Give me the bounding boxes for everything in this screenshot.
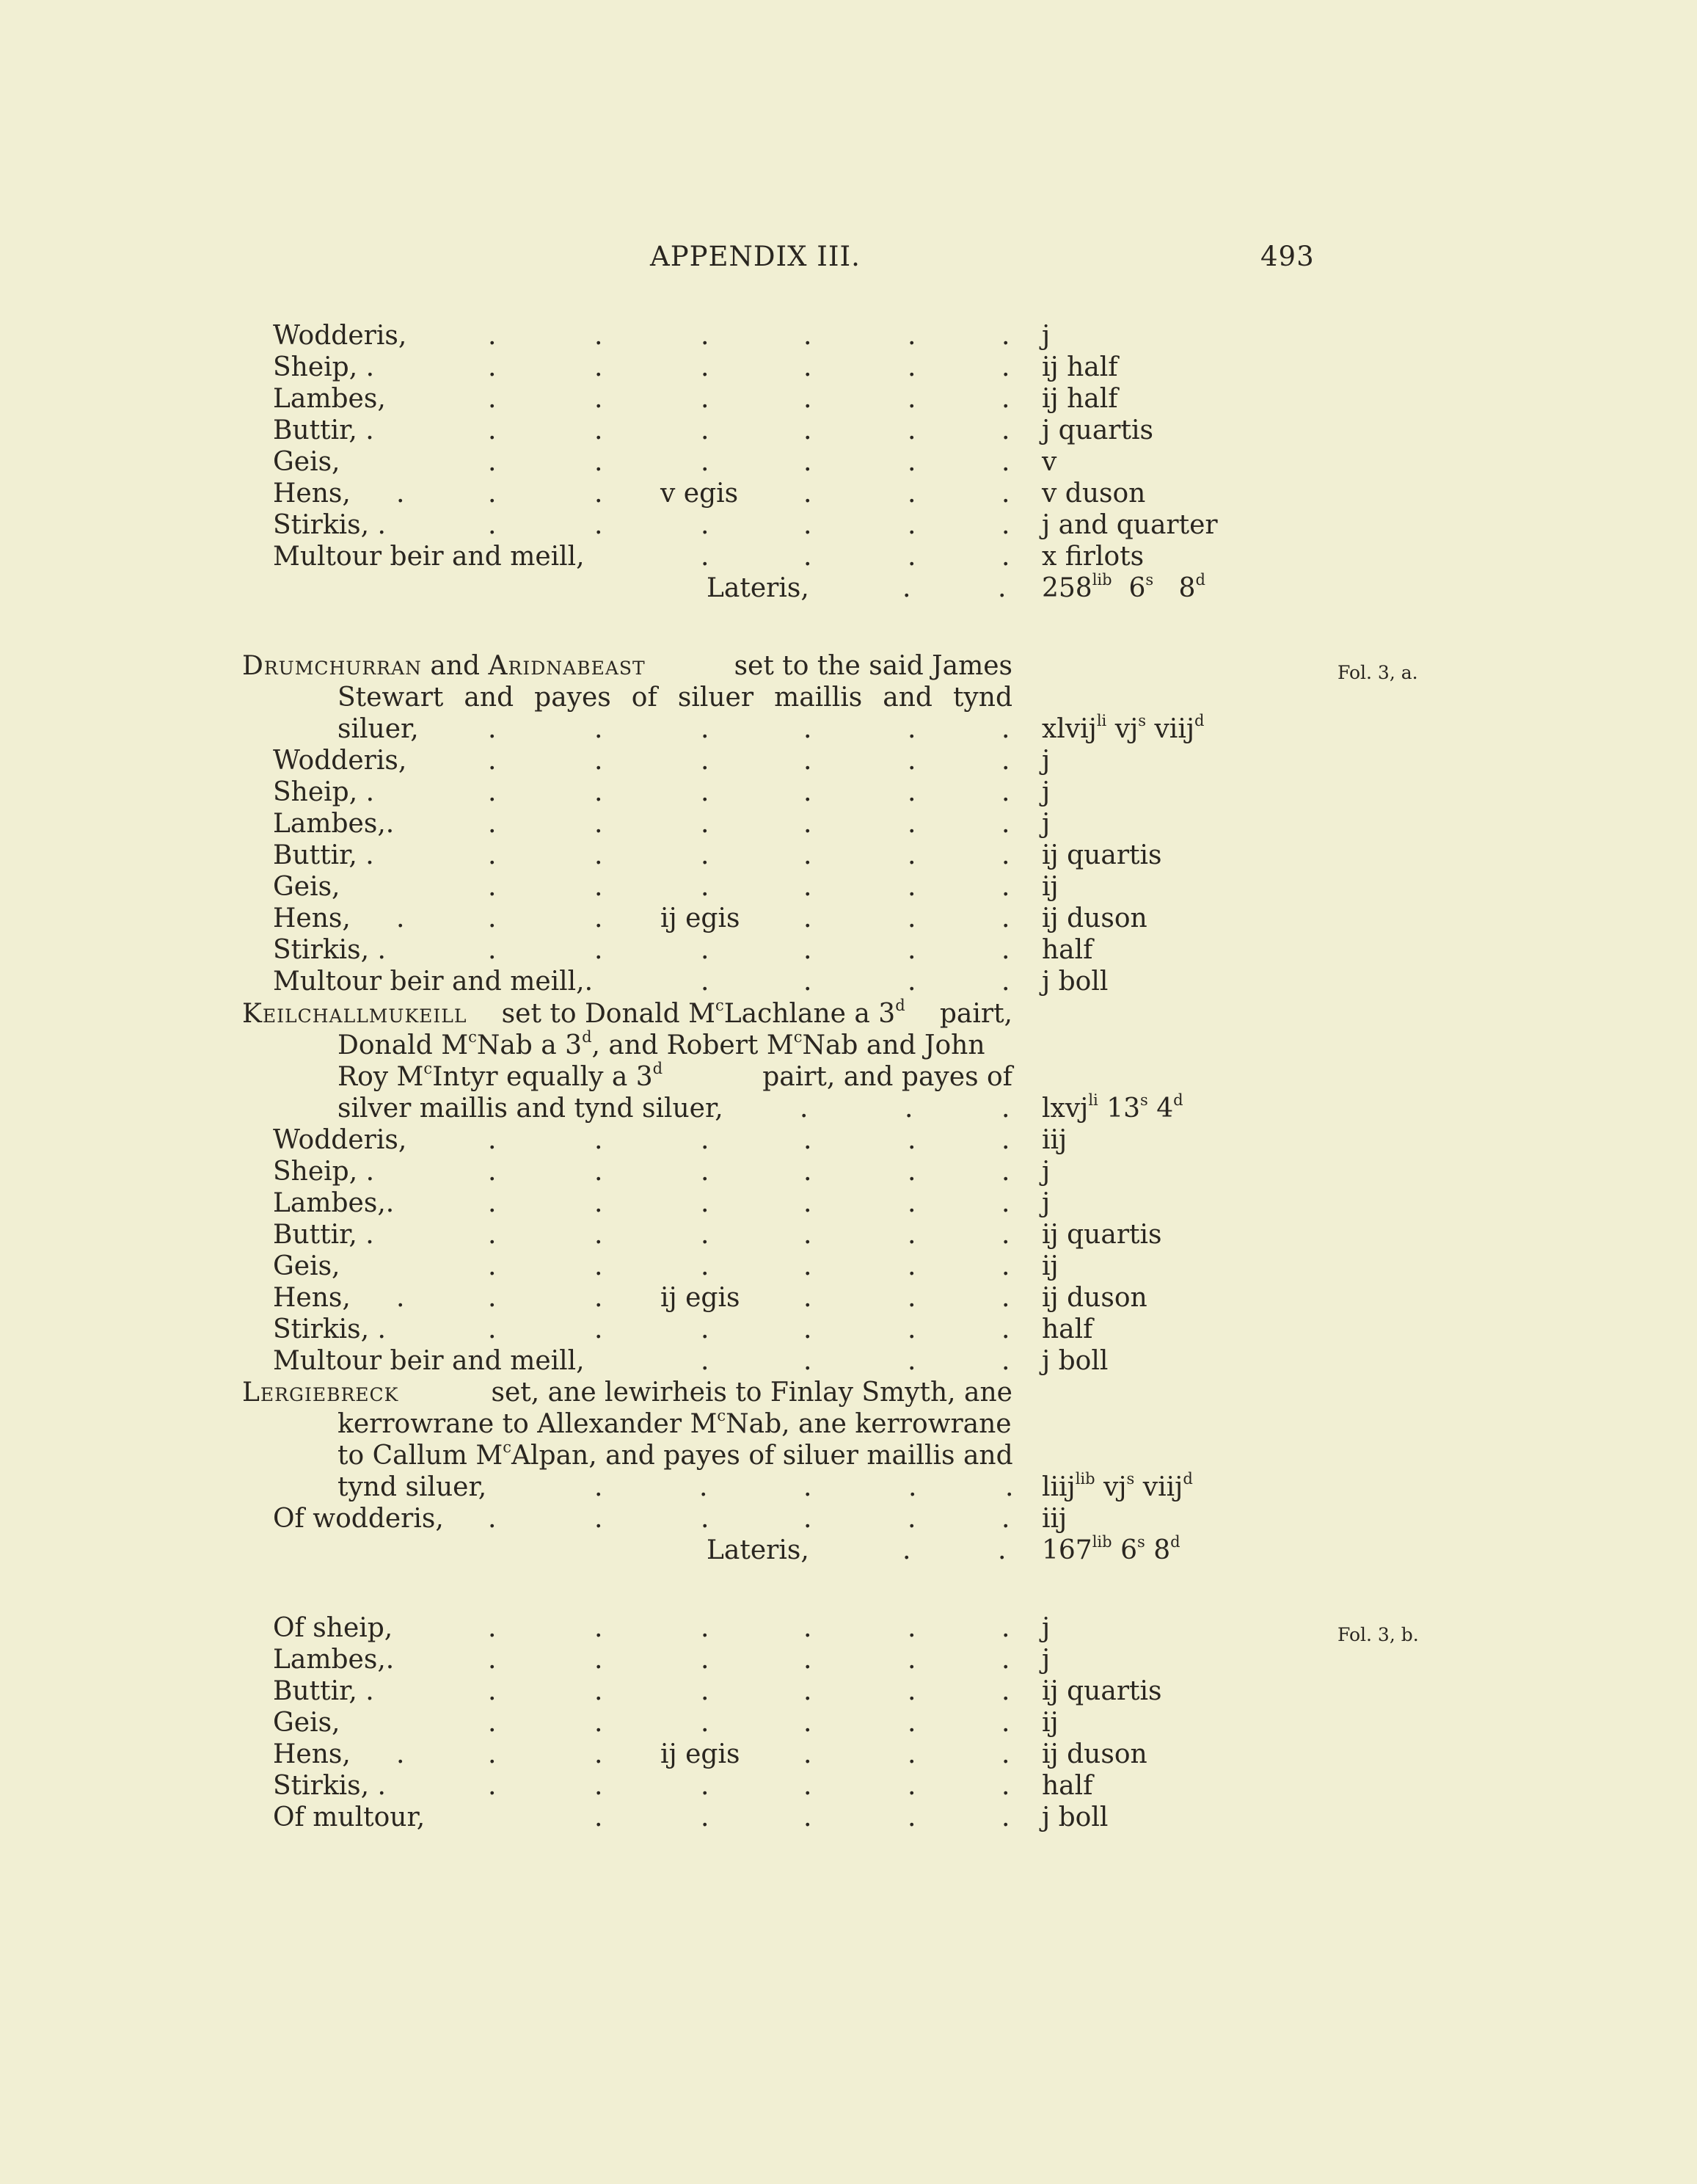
leader-dots: . . . <box>800 1093 1010 1124</box>
row-value: ij half <box>1042 384 1118 414</box>
leader-dot: . <box>594 478 603 509</box>
leader-dot: . <box>701 1220 709 1250</box>
leader-dot: . <box>488 321 497 351</box>
row-value: j boll <box>1042 1802 1109 1832</box>
leader-dot: . <box>1001 1739 1010 1769</box>
row-value: ij duson <box>1042 1283 1147 1313</box>
leader-dot: . <box>803 1188 812 1218</box>
leader-dot: . <box>908 872 916 902</box>
leader-dot: . <box>908 1802 916 1832</box>
lateris-total: $167^{lib}$ 6$^s$ 8$^d$ <box>1042 1533 1180 1565</box>
row-label: Stirkis, . <box>273 1314 386 1344</box>
leader-dot: . <box>701 1613 709 1643</box>
leader-dot: . <box>1001 1645 1010 1675</box>
section-heading-drumchurran: Drumchurran and Aridnabeast set to the said James <box>242 651 1012 681</box>
leader-dot: . <box>1001 542 1010 572</box>
leader-dot: . <box>594 1125 603 1155</box>
row-label: Lambes, <box>273 384 386 414</box>
leader-dot: . <box>803 872 812 902</box>
leader-dot: . <box>803 447 812 477</box>
leader-dot: . <box>1001 1802 1010 1832</box>
row-label: Buttir, . <box>273 415 374 445</box>
row-value: ij <box>1042 872 1059 902</box>
leader-dot: . <box>701 872 709 902</box>
leader-dot: . <box>803 1283 812 1313</box>
leader-dots: . . <box>902 573 1007 603</box>
leader-dot: . <box>908 1125 916 1155</box>
row-label: Lambes,. <box>273 1188 395 1218</box>
leader-dot: . <box>594 1676 603 1706</box>
leader-dot: . <box>908 1283 916 1313</box>
leader-dot: . <box>908 478 916 509</box>
row-label: Lambes,. <box>273 809 395 839</box>
leader-dot: . <box>488 1283 497 1313</box>
row-value: iij <box>1042 1504 1068 1534</box>
row-value: half <box>1042 1314 1093 1344</box>
section-heading-lergiebreck: Lergiebreck set, ane lewirheis to Finlay Smyth, ane <box>242 1377 1012 1408</box>
leader-dot: . <box>701 1708 709 1738</box>
leader-dot: . <box>488 872 497 902</box>
leader-dot: . <box>488 1771 497 1801</box>
leader-dot: . <box>908 384 916 414</box>
leader-dot: . <box>803 935 812 965</box>
leader-dot: . <box>396 903 405 933</box>
margin-note-fol-3b: Fol. 3, b. <box>1337 1624 1419 1645</box>
leader-dot: . <box>1001 1314 1010 1344</box>
row-label: Hens, <box>273 478 351 509</box>
running-header: APPENDIX III. <box>650 241 861 272</box>
row-value: j <box>1042 777 1051 807</box>
leader-dot: . <box>803 840 812 870</box>
leader-dot: . <box>594 1708 603 1738</box>
leader-dot: . <box>908 840 916 870</box>
leader-dot: . <box>1001 903 1010 933</box>
money-total: liij$^{lib}$ $vj^s$ viij$^d$ <box>1042 1470 1193 1502</box>
leader-dot: . <box>594 777 603 807</box>
section-text-line: to Callum $M^cAlpan$, and payes of siluer maillis and <box>337 1438 1013 1471</box>
row-value: iij <box>1042 1125 1068 1155</box>
leader-dot: . <box>1001 1125 1010 1155</box>
leader-dot: . <box>908 935 916 965</box>
section-heading-keilchallmukeill: Keilchallmukeill set to Donald $M^cLachlane$ a 3$^d$ pairt, <box>242 997 1012 1029</box>
leader-dots: . . . . . . <box>488 714 1010 744</box>
leader-dot: . <box>1001 872 1010 902</box>
row-label: Geis, <box>273 1251 340 1281</box>
leader-dot: . <box>701 1251 709 1281</box>
leader-dot: . <box>1001 967 1010 997</box>
row-label: Buttir, . <box>273 1220 374 1250</box>
row-value: ij quartis <box>1042 840 1162 870</box>
leader-dot: . <box>1001 809 1010 839</box>
leader-dot: . <box>908 447 916 477</box>
leader-dot: . <box>594 1645 603 1675</box>
leader-dot: . <box>1001 1188 1010 1218</box>
section-text-line: siluer, <box>337 714 419 744</box>
row-label: Of sheip, <box>273 1613 393 1643</box>
leader-dot: . <box>701 967 709 997</box>
leader-dot: . <box>803 352 812 382</box>
leader-dot: . <box>803 321 812 351</box>
leader-dot: . <box>701 1676 709 1706</box>
leader-dot: . <box>908 1771 916 1801</box>
leader-dot: . <box>1001 1613 1010 1643</box>
row-value: j <box>1042 1645 1051 1675</box>
row-label: Buttir, . <box>273 840 374 870</box>
leader-dot: . <box>594 321 603 351</box>
row-label: Hens, <box>273 1739 351 1769</box>
row-value: j <box>1042 1188 1051 1218</box>
row-value: j boll <box>1042 967 1109 997</box>
leader-dot: . <box>488 1220 497 1250</box>
section-text-line: kerrowrane to Allexander $M^cNab$, ane kerrowrane <box>337 1407 1012 1439</box>
leader-dot: . <box>701 1802 709 1832</box>
leader-dot: . <box>908 1188 916 1218</box>
leader-dot: . <box>908 967 916 997</box>
leader-dot: . <box>488 777 497 807</box>
leader-dot: . <box>908 510 916 540</box>
row-label: Multour beir and meill,. <box>273 967 594 997</box>
leader-dot: . <box>908 321 916 351</box>
row-value: ij quartis <box>1042 1220 1162 1250</box>
row-label: Multour beir and meill, <box>273 542 585 572</box>
row-value: j <box>1042 1613 1051 1643</box>
leader-dot: . <box>1001 1251 1010 1281</box>
row-label: Lambes,. <box>273 1645 395 1675</box>
leader-dot: . <box>594 415 603 445</box>
leader-dot: . <box>594 935 603 965</box>
leader-dot: . <box>594 1314 603 1344</box>
leader-dot: . <box>396 478 405 509</box>
leader-dot: . <box>594 1802 603 1832</box>
leader-dot: . <box>1001 352 1010 382</box>
row-value: j <box>1042 809 1051 839</box>
leader-dot: . <box>1001 1157 1010 1187</box>
leader-dot: . <box>908 903 916 933</box>
leader-dot: . <box>594 352 603 382</box>
leader-dot: . <box>701 1346 709 1376</box>
leader-dot: . <box>908 1251 916 1281</box>
leader-dot: . <box>1001 1708 1010 1738</box>
section-text-line: Roy $M^cIntyr$ equally a 3$^d$ pairt, and payes of <box>337 1060 1012 1092</box>
leader-dot: . <box>908 542 916 572</box>
row-label: Geis, <box>273 1708 340 1738</box>
leader-dot: . <box>1001 321 1010 351</box>
row-label: Of multour, <box>273 1802 426 1832</box>
leader-dot: . <box>1001 1220 1010 1250</box>
leader-dot: . <box>803 542 812 572</box>
leader-dot: . <box>701 542 709 572</box>
leader-dot: . <box>701 321 709 351</box>
leader-dot: . <box>488 1188 497 1218</box>
row-label: Buttir, . <box>273 1676 374 1706</box>
leader-dot: . <box>396 1739 405 1769</box>
leader-dots: . . . . . <box>594 1472 1014 1502</box>
row-label: Stirkis, . <box>273 1771 386 1801</box>
row-value: j boll <box>1042 1346 1109 1376</box>
leader-dot: . <box>908 809 916 839</box>
leader-dot: . <box>594 384 603 414</box>
row-value: j quartis <box>1042 415 1153 445</box>
leader-dot: . <box>488 1645 497 1675</box>
leader-dot: . <box>701 809 709 839</box>
leader-dot: . <box>1001 1771 1010 1801</box>
leader-dot: . <box>488 903 497 933</box>
leader-dot: . <box>488 1314 497 1344</box>
leader-dot: . <box>594 872 603 902</box>
row-value: half <box>1042 1771 1093 1801</box>
leader-dot: . <box>701 1157 709 1187</box>
row-label: Sheip, . <box>273 352 375 382</box>
money-total: lxvj$^{li}$ 13$^s$ 4$^d$ <box>1042 1091 1183 1124</box>
leader-dot: . <box>594 1157 603 1187</box>
leader-dot: . <box>396 1283 405 1313</box>
leader-dot: . <box>594 746 603 776</box>
section-text-line: Donald $M^cNab$ a 3$^d$, and Robert $M^cNab$ and John <box>337 1028 985 1060</box>
section-text-line: tynd siluer, <box>337 1472 487 1502</box>
leader-dot: . <box>594 1739 603 1769</box>
leader-dot: . <box>1001 1283 1010 1313</box>
leader-dot: . <box>908 1613 916 1643</box>
leader-dot: . <box>594 840 603 870</box>
leader-dot: . <box>908 1739 916 1769</box>
row-label: Wodderis, <box>273 746 407 776</box>
leader-dot: . <box>488 447 497 477</box>
leader-dot: . <box>803 1613 812 1643</box>
leader-dot: . <box>701 777 709 807</box>
leader-dot: . <box>908 1314 916 1344</box>
leader-dot: . <box>908 1220 916 1250</box>
leader-dots: . . <box>902 1535 1007 1565</box>
leader-dot: . <box>701 510 709 540</box>
row-value: ij half <box>1042 352 1118 382</box>
leader-dot: . <box>594 903 603 933</box>
page-number: 493 <box>1260 241 1315 272</box>
leader-dot: . <box>701 1188 709 1218</box>
leader-dot: . <box>1001 777 1010 807</box>
lateris-total: $258^{lib}$ 6$^s$ 8$^d$ <box>1042 571 1205 603</box>
leader-dot: . <box>701 1771 709 1801</box>
leader-dot: . <box>701 415 709 445</box>
leader-dot: . <box>803 1314 812 1344</box>
leader-dot: . <box>908 1676 916 1706</box>
row-label: Geis, <box>273 447 340 477</box>
leader-dot: . <box>803 1708 812 1738</box>
leader-dot: . <box>1001 840 1010 870</box>
leader-dot: . <box>594 809 603 839</box>
leader-dot: . <box>803 1676 812 1706</box>
leader-dot: . <box>1001 478 1010 509</box>
leader-dot: . <box>803 478 812 509</box>
leader-dot: . <box>701 1314 709 1344</box>
leader-dot: . <box>594 1188 603 1218</box>
row-label: Sheip, . <box>273 1157 375 1187</box>
leader-dot: . <box>1001 746 1010 776</box>
leader-dot: . <box>488 935 497 965</box>
leader-dot: . <box>803 415 812 445</box>
row-label: Wodderis, <box>273 1125 407 1155</box>
row-value: j <box>1042 746 1051 776</box>
lateris-label: Lateris, <box>707 1535 809 1565</box>
leader-dot: . <box>908 415 916 445</box>
row-value: j <box>1042 1157 1051 1187</box>
leader-dot: . <box>803 384 812 414</box>
leader-dot: . <box>803 1771 812 1801</box>
leader-dot: . <box>1001 415 1010 445</box>
row-value: v duson <box>1042 478 1146 509</box>
row-value: ij duson <box>1042 1739 1147 1769</box>
row-label: Hens, <box>273 1283 351 1313</box>
leader-dot: . <box>1001 510 1010 540</box>
leader-dot: . <box>803 1251 812 1281</box>
row-value: ij duson <box>1042 903 1147 933</box>
leader-dot: . <box>803 1125 812 1155</box>
leader-dot: . <box>1001 447 1010 477</box>
leader-dot: . <box>908 1346 916 1376</box>
leader-dot: . <box>803 1645 812 1675</box>
leader-dot: . <box>1001 1346 1010 1376</box>
leader-dot: . <box>488 1739 497 1769</box>
leader-dot: . <box>803 746 812 776</box>
leader-dot: . <box>488 1157 497 1187</box>
leader-dot: . <box>488 415 497 445</box>
leader-dot: . <box>701 352 709 382</box>
leader-dot: . <box>488 746 497 776</box>
row-label: Stirkis, . <box>273 510 386 540</box>
leader-dot: . <box>488 1613 497 1643</box>
leader-dot: . <box>488 840 497 870</box>
row-value: v <box>1042 447 1057 477</box>
leader-dots: . . . . . . <box>488 1504 1010 1534</box>
row-mid-note: v egis <box>660 478 739 509</box>
row-mid-note: ij egis <box>660 1283 740 1313</box>
row-label: Wodderis, <box>273 321 407 351</box>
leader-dot: . <box>803 510 812 540</box>
leader-dot: . <box>908 1708 916 1738</box>
row-value: half <box>1042 935 1093 965</box>
row-label: Of wodderis, <box>273 1504 444 1534</box>
row-label: Geis, <box>273 872 340 902</box>
row-value: x firlots <box>1042 542 1145 572</box>
leader-dot: . <box>908 352 916 382</box>
leader-dot: . <box>908 777 916 807</box>
leader-dot: . <box>594 447 603 477</box>
leader-dot: . <box>488 1676 497 1706</box>
leader-dot: . <box>594 1283 603 1313</box>
leader-dot: . <box>701 384 709 414</box>
leader-dot: . <box>908 746 916 776</box>
leader-dot: . <box>701 935 709 965</box>
leader-dot: . <box>803 1157 812 1187</box>
row-mid-note: ij egis <box>660 903 740 933</box>
row-value: ij <box>1042 1708 1059 1738</box>
leader-dot: . <box>1001 384 1010 414</box>
section-text-line: silver maillis and tynd siluer, <box>337 1093 723 1124</box>
row-label: Hens, <box>273 903 351 933</box>
row-label: Stirkis, . <box>273 935 386 965</box>
leader-dot: . <box>488 352 497 382</box>
row-value: j and quarter <box>1042 510 1218 540</box>
leader-dot: . <box>488 510 497 540</box>
leader-dot: . <box>488 1125 497 1155</box>
leader-dot: . <box>803 1346 812 1376</box>
lateris-label: Lateris, <box>707 573 809 603</box>
row-label: Multour beir and meill, <box>273 1346 585 1376</box>
row-value: ij <box>1042 1251 1059 1281</box>
money-total: xlvij$^{li}$ $vj^s$ viij$^d$ <box>1042 712 1205 744</box>
leader-dot: . <box>594 510 603 540</box>
leader-dot: . <box>488 809 497 839</box>
row-label: Sheip, . <box>273 777 375 807</box>
leader-dot: . <box>488 1708 497 1738</box>
leader-dot: . <box>803 1802 812 1832</box>
leader-dot: . <box>594 1613 603 1643</box>
leader-dot: . <box>1001 1676 1010 1706</box>
leader-dot: . <box>594 1771 603 1801</box>
leader-dot: . <box>701 1125 709 1155</box>
leader-dot: . <box>803 777 812 807</box>
leader-dot: . <box>488 384 497 414</box>
leader-dot: . <box>803 1220 812 1250</box>
leader-dot: . <box>488 1251 497 1281</box>
leader-dot: . <box>701 746 709 776</box>
row-value: j <box>1042 321 1051 351</box>
leader-dot: . <box>594 1251 603 1281</box>
leader-dot: . <box>594 1220 603 1250</box>
leader-dot: . <box>701 840 709 870</box>
row-mid-note: ij egis <box>660 1739 740 1769</box>
section-text-line: Stewart and payes of siluer maillis and tynd <box>337 682 1012 713</box>
leader-dot: . <box>803 967 812 997</box>
leader-dot: . <box>701 1645 709 1675</box>
leader-dot: . <box>803 809 812 839</box>
leader-dot: . <box>803 1739 812 1769</box>
margin-note-fol-3a: Fol. 3, a. <box>1337 662 1418 683</box>
row-value: ij quartis <box>1042 1676 1162 1706</box>
leader-dot: . <box>803 903 812 933</box>
leader-dot: . <box>908 1157 916 1187</box>
leader-dot: . <box>1001 935 1010 965</box>
leader-dot: . <box>488 478 497 509</box>
leader-dot: . <box>701 447 709 477</box>
leader-dot: . <box>908 1645 916 1675</box>
